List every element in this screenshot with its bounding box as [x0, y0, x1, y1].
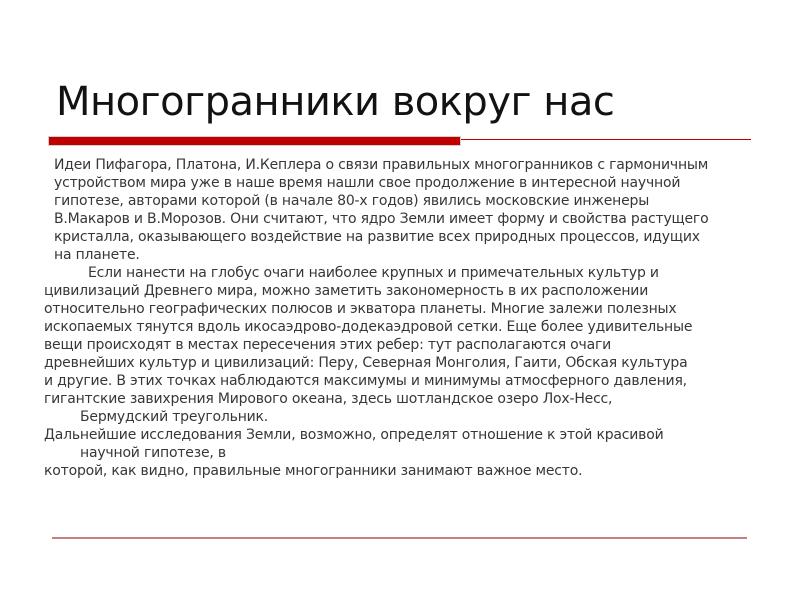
slide-title: Многогранники вокруг нас	[56, 79, 615, 125]
body-line: которой, как видно, правильные многогранники занимают важное место.	[44, 463, 583, 479]
slide-body	[0, 156, 800, 480]
body-line: гигантские завихрения Мирового океана, здесь шотландское озеро Лох-Несс,	[44, 391, 613, 407]
body-line: ископаемых тянутся вдоль икосаэдрово-додекаэдровой сетки. Еще более удивительные	[44, 319, 693, 335]
body-line: Дальнейшие исследования Земли, возможно, определят отношение к этой красивой	[44, 427, 664, 443]
body-line: вещи происходят в местах пересечения этих ребер: тут располагаются очаги	[44, 337, 612, 353]
footer-rule-line	[52, 537, 747, 539]
body-line: древнейших культур и цивилизаций: Перу, Северная Монголия, Гаити, Обская культура	[44, 355, 688, 371]
body-line: научной гипотезе, в	[80, 445, 226, 461]
body-line: Если нанести на глобус очаги наиболее крупных и примечательных культур и	[88, 265, 659, 281]
body-line: В.Макаров и В.Морозов. Они считают, что ядро Земли имеет форму и свойства растущего	[54, 211, 709, 227]
body-line: цивилизаций Древнего мира, можно заметить закономерность в их расположении	[44, 283, 649, 299]
body-line: относительно географических полюсов и экватора планеты. Многие залежи полезных	[44, 301, 677, 317]
body-line: устройством мира уже в наше время нашли свое продолжение в интересной научной	[54, 175, 681, 191]
body-line: кристалла, оказывающего воздействие на развитие всех природных процессов, идущих	[54, 229, 700, 245]
body-line: гипотезе, авторами которой (в начале 80-х годов) явились московские инженеры	[54, 193, 650, 209]
body-line: Бермудский треугольник.	[80, 409, 269, 425]
body-line: на планете.	[54, 247, 140, 263]
body-line: Идеи Пифагора, Платона, И.Кеплера о связи правильных многогранников с гармоничным	[54, 157, 709, 173]
title-accent-bar	[48, 136, 461, 146]
body-line: и другие. В этих точках наблюдаются максимумы и минимумы атмосферного давления,	[44, 373, 687, 389]
